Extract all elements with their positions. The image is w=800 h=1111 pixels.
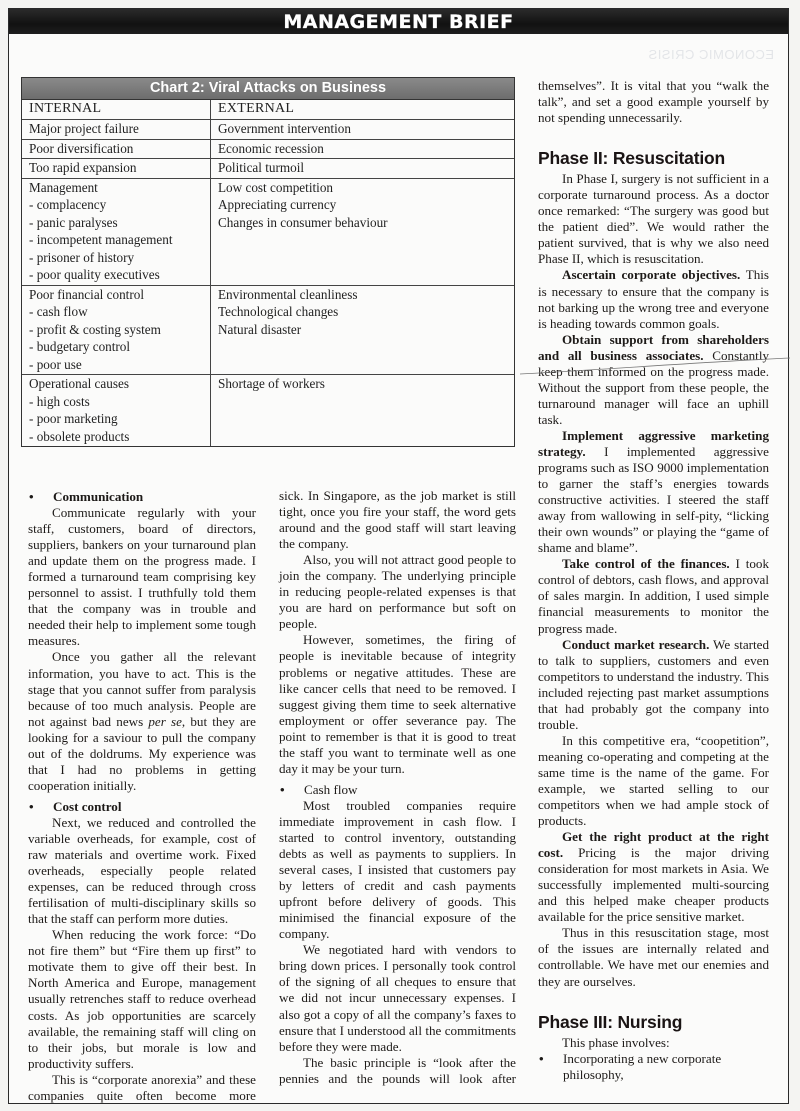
chart-cell-external: [211, 159, 514, 179]
chart-cell-line: - obsolete products: [29, 428, 130, 444]
article-column-1: [28, 488, 256, 1104]
bleed-through-text: ECONOMIC CRISIS: [648, 47, 774, 62]
chart-cell-line: Too rapid expansion: [29, 160, 137, 175]
chart-cell-line: Operational causes: [29, 376, 129, 391]
paragraph-right-product: Get the right product at the right cost. Pricing is the major driving consideration for most markets in Asia. We successfully implemented multi-sourcing and this helped make cheaper products available for the price sensitive market.: [538, 829, 769, 925]
section-heading-cash-flow: • Cash flow: [280, 781, 358, 797]
chart-cell-line: Government intervention: [218, 121, 351, 136]
phase-3-bullet: • Incorporating a new corporate philosophy,: [539, 1050, 722, 1082]
phase-2-heading: Phase II: Resuscitation: [538, 148, 725, 169]
phase-2-items: [538, 267, 769, 732]
chart-cell-line: Poor diversification: [29, 140, 134, 156]
chart-cell-line: - incompetent management: [29, 232, 173, 247]
paragraph: Most troubled companies require immediate improvement in cash flow. I started to control inventory, outstanding debts as well as payments to suppliers. In several cases, I insisted that customers pay by letters of credit and cash payments upfront before delivery of goods. This minimised the financial exposure of the company.: [279, 797, 516, 942]
chart-cell-external: [211, 179, 514, 286]
phase-2-item: Conduct market research. We started to talk to suppliers, customers and even competitors to understand the industry. This included rejecting past market assumptions that had probably got the company into trouble.: [538, 636, 769, 732]
chart-cell-internal: [22, 120, 211, 140]
chart-cell-internal: [22, 375, 211, 446]
chart-cell-line: Economic recession: [218, 140, 324, 156]
viral-attacks-chart: [21, 77, 515, 447]
section-banner: [9, 9, 788, 34]
phase-2-item: Obtain support from shareholders and all business associates. Constantly keep them informed on the progress made. Without the support from these people, the turnaround manager will face an uphill task.: [538, 331, 769, 427]
chart-cell-line: - prisoner of history: [29, 249, 135, 265]
chart-cell-line: Political turmoil: [218, 160, 305, 175]
chart-cell-internal: [22, 286, 211, 376]
chart-cell-external: [211, 286, 514, 376]
chart-cell-line: Shortage of workers: [218, 376, 325, 391]
chart-cell-line: Changes in consumer behaviour: [218, 214, 388, 230]
chart-cell-line: - cash flow: [29, 304, 88, 319]
paragraph: When reducing the work force: “Do not fire them” but “Fire them up first” to motivate them to give off their best. In North America and Europe, management usually retrenches staff to reduce overhead costs. As job opportunities are scarcely available, the remaining staff will cling on to their jobs, but morale is low and productivity suffers.: [28, 927, 256, 1071]
chart-cell-line: Poor financial control: [29, 286, 144, 302]
paragraph: Once you gather all the relevant information, you have to act. This is the stage that you cannot suffer from paralysis because of too much analysis. People are not against bad news per se, but they are looking for a saviour to pull the company out of the doldrums. My experience was that I had no problems in getting cooperation initially.: [28, 649, 256, 793]
bullet-icon: •: [539, 1050, 544, 1066]
paragraph: In Phase I, surgery is not sufficient in a corporate turnaround process. As a doctor once remarked: “The surgery was good but the patient died”. We would rather the patient survived, that is why we also need Phase II, which is resuscitation.: [538, 171, 769, 267]
paragraph: Also, you will not attract good people to join the company. The underlying principle in reducing people-related expenses is that you are hard on performance but soft on people.: [279, 552, 516, 632]
bullet-icon: •: [29, 798, 34, 814]
chart-cell-line: - poor marketing: [29, 411, 118, 426]
chart-cell-internal: [22, 159, 211, 179]
chart-cell-internal: [22, 140, 211, 160]
header-internal: INTERNAL: [22, 100, 211, 120]
chart-cell-external: [211, 375, 514, 446]
paragraph: Next, we reduced and controlled the variable overheads, for example, cost of raw materials and overtime work. Fixed overheads, especially people related expenses, can be reduced through cross fertilisation of multi-disciplinary skills so that the staff can perform more duties.: [28, 814, 256, 927]
chart-cell-internal: [22, 179, 211, 286]
section-heading-communication: • Communication: [29, 489, 144, 504]
chart-cell-external: [211, 120, 514, 140]
phase-3-heading: Phase III: Nursing: [538, 1011, 683, 1032]
paragraph: In this competitive era, “coopetition”, meaning co-operating and competing at the same time is the name of the game. For example, we started selling to our competitors when we had ample stock of products.: [538, 732, 769, 829]
chart-cell-line: Major project failure: [29, 121, 139, 136]
chart-cell-line: - budgetary control: [29, 339, 131, 354]
paragraph: The basic principle is “look after the pennies and the pounds will look after: [279, 1054, 516, 1086]
banner-title: MANAGEMENT BRIEF: [283, 10, 514, 33]
chart-cell-line: Environmental cleanliness: [218, 286, 358, 302]
chart-cell-line: - profit & costing system: [29, 321, 161, 337]
paragraph: Thus in this resuscitation stage, most of the issues are internally related and controllable. We have met our enemies and they are ourselves.: [538, 925, 769, 989]
chart-cell-line: - poor use: [29, 356, 82, 372]
phase-2-item: Implement aggressive marketing strategy. I implemented aggressive programs such as ISO 9000 implementation to garner the staff’s energies towards constructive activities. I steered the staff away from wallowing in self-pity, “licking their own wounds” or playing the “game of shame and blame”.: [538, 427, 769, 556]
paragraph: Communicate regularly with your staff, customers, board of directors, suppliers, bankers on your turnaround plan and update them on the progress made. I formed a turnaround team comprising key personnel to assist. I truthfully told them that the company was in trouble and needed their help to implement some tough measures.: [28, 505, 256, 649]
chart-cell-line: Technological changes: [218, 304, 339, 319]
phase-2-item: Take control of the finances. I took control of debtors, cash flows, and approval of sales margin. In addition, I used simple financial measurements to monitor the progress made.: [538, 556, 769, 636]
chart-cell-line: Low cost competition: [218, 179, 334, 195]
phase-3-bullets: [538, 1051, 769, 1083]
paragraph: We negotiated hard with vendors to bring down prices. I personally took control of the signing of all cheques to ensure that we did not incur unnecessary expenses. I also got a copy of all the company’s faxes to ensure that I understood all the commitments before they were made.: [279, 942, 516, 1054]
paragraph: themselves”. It is vital that you “walk the talk”, and set a good example yourself by not spending unnecessarily.: [538, 78, 769, 126]
paragraph: However, sometimes, the firing of people is inevitable because of integrity problems or negative attitudes. These are like cancer cells that need to be removed. I suggest giving them time to seek alternative employment or offer severance pay. The point to remember is that it is good to treat the staff you want to terminate well as one day it may be your turn.: [279, 632, 516, 776]
chart-cell-external: [211, 140, 514, 160]
chart-cell-line: - complacency: [29, 197, 107, 212]
bullet-icon: •: [29, 489, 34, 504]
header-external: EXTERNAL: [211, 100, 514, 120]
paragraph: sick. In Singapore, as the job market is still tight, once you fire your staff, the word gets around and the good staff will start leaving the company.: [279, 488, 516, 552]
chart-cell-line: Management: [29, 179, 98, 195]
section-heading-cost-control: • Cost control: [29, 798, 122, 814]
chart-cell-line: - panic paralyses: [29, 214, 118, 230]
chart-table: [22, 100, 514, 446]
bullet-icon: •: [280, 781, 285, 797]
article-column-2: [279, 488, 516, 1087]
paragraph: This phase involves:: [562, 1034, 670, 1050]
chart-cell-line: Appreciating currency: [218, 197, 337, 212]
chart-cell-line: - high costs: [29, 393, 90, 409]
paragraph: This is “corporate anorexia” and these companies quite often become more: [28, 1071, 256, 1103]
chart-title: Chart 2: Viral Attacks on Business: [22, 78, 514, 100]
chart-cell-line: - poor quality executives: [29, 267, 160, 282]
article-column-3: [538, 78, 769, 1083]
chart-cell-line: Natural disaster: [218, 321, 302, 337]
phase-2-item: Ascertain corporate objectives. This is necessary to ensure that the company is not barking up the wrong tree and everyone is heading towards common goals.: [538, 267, 769, 331]
